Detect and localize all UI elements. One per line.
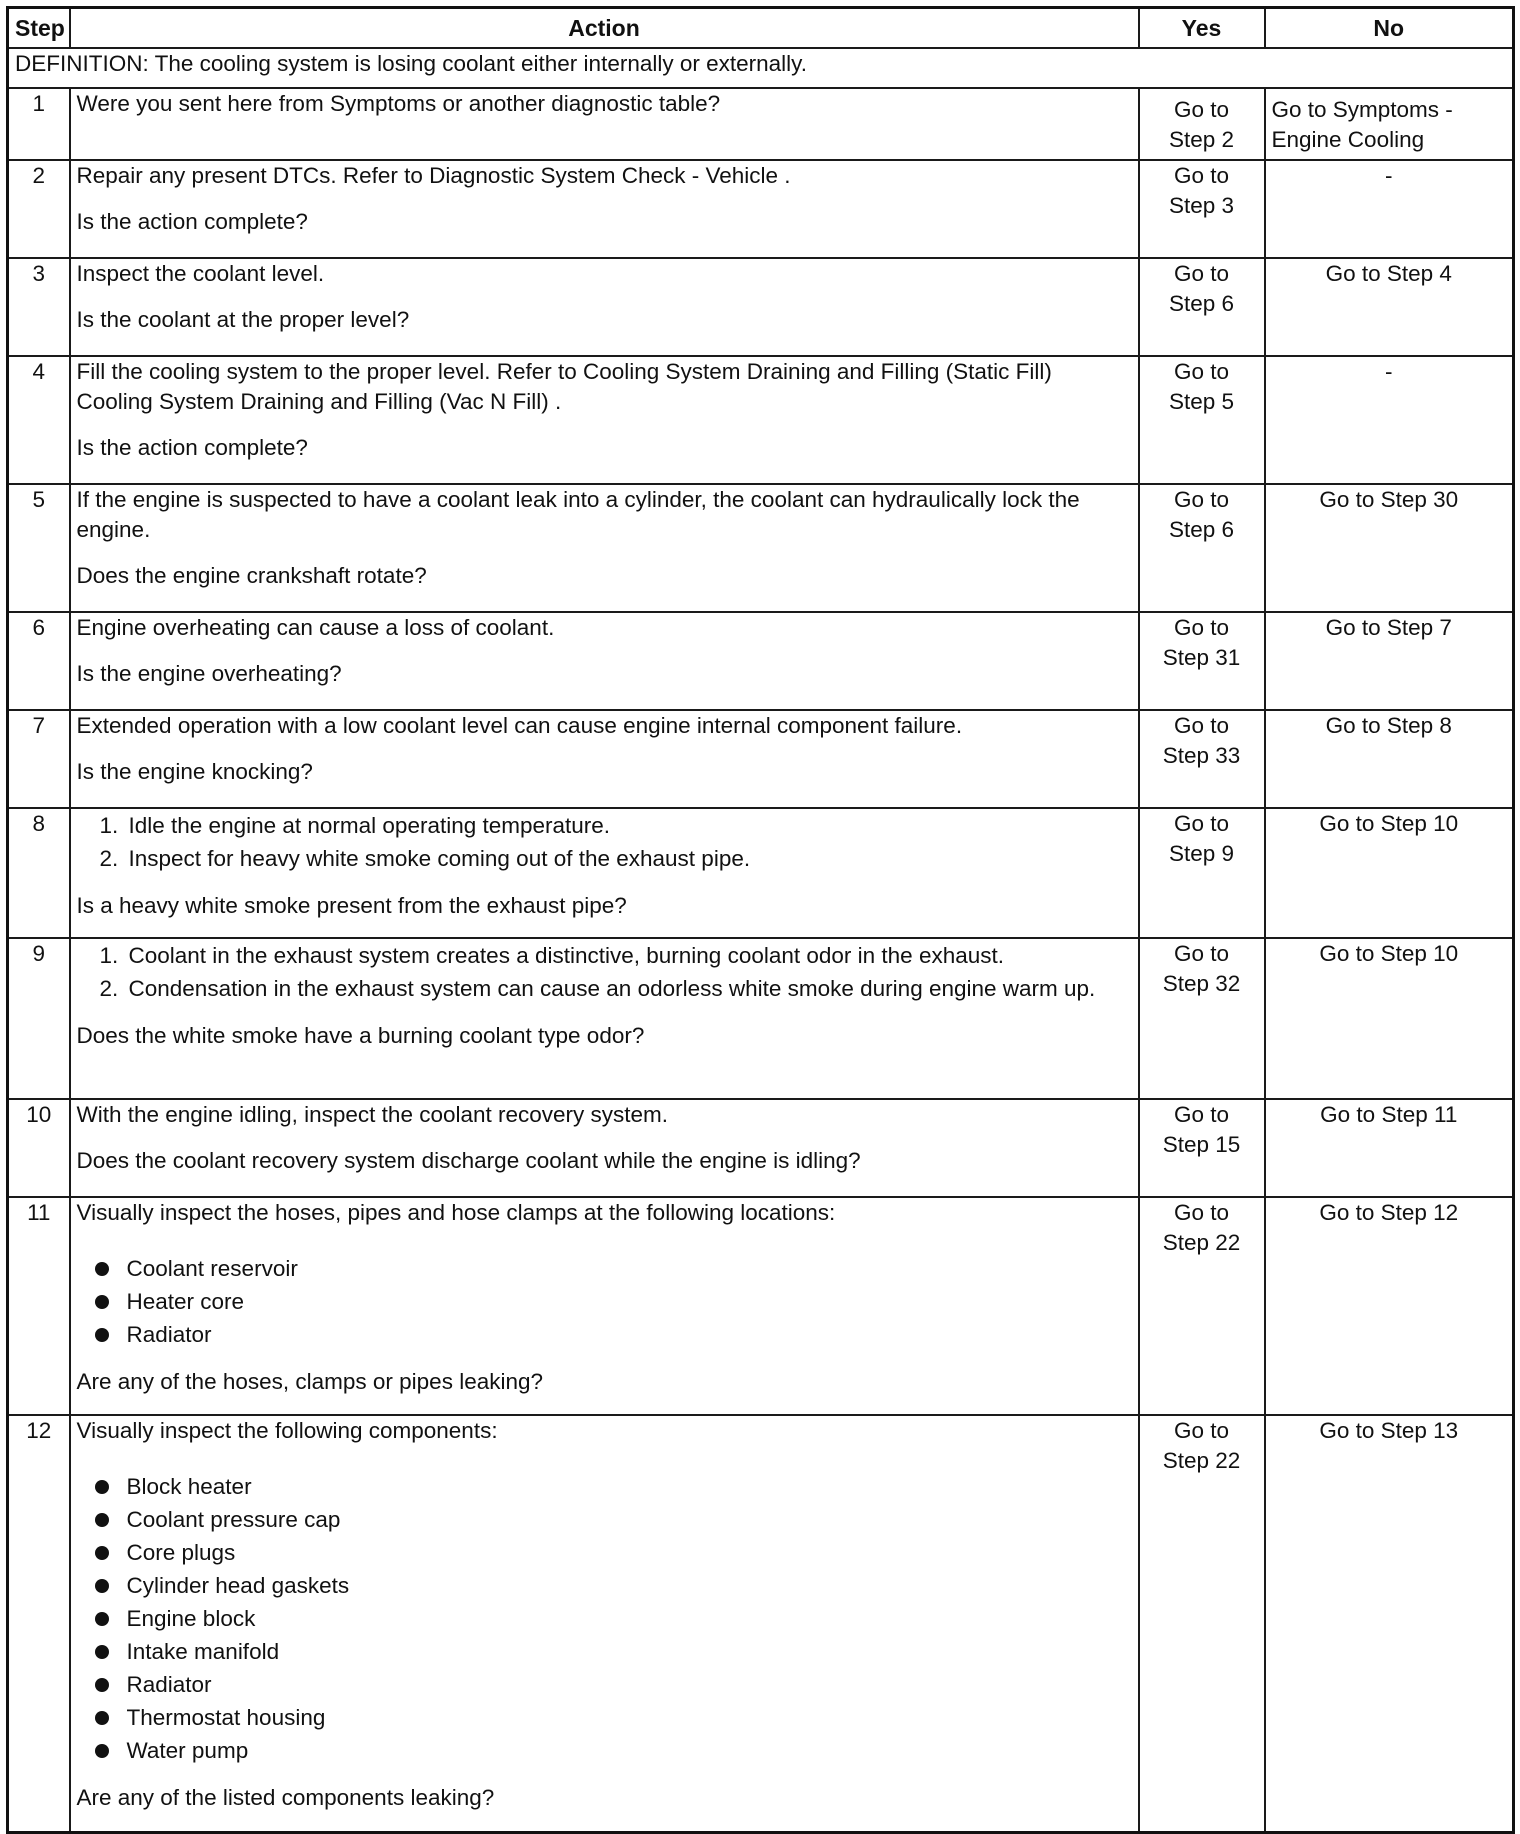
yes-text: Step 2 xyxy=(1168,127,1235,152)
yes-text: Step 6 xyxy=(1168,291,1235,316)
question-text: Is the coolant at the proper level? xyxy=(76,307,410,332)
step-number: 11 xyxy=(8,1197,70,1415)
no-cell xyxy=(1265,1415,1514,1832)
step-number: 7 xyxy=(8,710,70,808)
diagnostic-table xyxy=(6,6,1515,1834)
bullet-list-item xyxy=(125,1734,1132,1767)
question-text: Is a heavy white smoke present from the exhaust pipe? xyxy=(76,893,627,918)
bullet-list-item xyxy=(125,1536,1132,1569)
header-yes: Yes xyxy=(1139,8,1265,49)
bullet-icon xyxy=(95,1262,109,1276)
table-row xyxy=(8,1415,1514,1832)
bullet-list-item xyxy=(125,1503,1132,1536)
question-text: Does the engine crankshaft rotate? xyxy=(76,563,427,588)
yes-text: Step 22 xyxy=(1162,1448,1241,1473)
yes-cell xyxy=(1139,258,1265,356)
no-cell xyxy=(1265,88,1514,160)
step-number: 8 xyxy=(8,808,70,938)
bullet-list-item xyxy=(125,1701,1132,1734)
action-cell xyxy=(70,484,1139,612)
no-text: Go to Step 11 xyxy=(1320,1102,1458,1127)
yes-text: Go to xyxy=(1173,97,1230,122)
table-row xyxy=(8,484,1514,612)
bullet-list xyxy=(77,1470,1132,1767)
no-text: Go to Step 7 xyxy=(1325,615,1452,640)
no-text: Go to Step 13 xyxy=(1319,1418,1459,1443)
yes-text: Go to xyxy=(1173,1200,1230,1225)
yes-text: Go to xyxy=(1173,941,1230,966)
bullet-list-item xyxy=(125,1252,1132,1285)
no-text: Go to Step 30 xyxy=(1319,487,1459,512)
action-cell xyxy=(70,808,1139,938)
step-number: 4 xyxy=(8,356,70,484)
yes-cell xyxy=(1139,88,1265,160)
no-cell xyxy=(1265,1099,1514,1197)
yes-text: Go to xyxy=(1173,615,1230,640)
bullet-text: Coolant pressure cap xyxy=(126,1507,341,1532)
table-row xyxy=(8,88,1514,160)
numbered-list-item: 1. Coolant in the exhaust system creates a distinctive, burning coolant odor in the exhaust. xyxy=(125,939,1132,972)
header-action: Action xyxy=(70,8,1139,49)
step-number: 3 xyxy=(8,258,70,356)
yes-cell xyxy=(1139,612,1265,710)
action-text: Fill the cooling system to the proper level. Refer to Cooling System Draining and Filling (Static Fill) Cooling System Draining and Filling (Vac N Fill) . xyxy=(76,359,1052,414)
no-cell xyxy=(1265,938,1514,1099)
table-body xyxy=(8,48,1514,1832)
yes-cell xyxy=(1139,808,1265,938)
bullet-text: Core plugs xyxy=(126,1540,236,1565)
no-text: Go to Step 4 xyxy=(1325,261,1452,286)
bullet-list-item xyxy=(125,1569,1132,1602)
bullet-text: Radiator xyxy=(126,1322,212,1347)
bullet-text: Coolant reservoir xyxy=(126,1256,298,1281)
action-text: Were you sent here from Symptoms or another diagnostic table? xyxy=(76,91,721,116)
step-number: 2 xyxy=(8,160,70,258)
bullet-list-item xyxy=(125,1285,1132,1318)
table-row xyxy=(8,612,1514,710)
table-row xyxy=(8,710,1514,808)
action-text: If the engine is suspected to have a coolant leak into a cylinder, the coolant can hydraulically lock the engine. xyxy=(76,487,1080,542)
bullet-text: Water pump xyxy=(126,1738,249,1763)
bullet-text: Radiator xyxy=(126,1672,212,1697)
table-row xyxy=(8,356,1514,484)
step-number: 5 xyxy=(8,484,70,612)
bullet-icon xyxy=(95,1744,109,1758)
yes-cell xyxy=(1139,1415,1265,1832)
action-cell xyxy=(70,938,1139,1099)
no-text: Go to Step 10 xyxy=(1319,811,1459,836)
numbered-list-item: 1. Idle the engine at normal operating temperature. xyxy=(125,809,1132,842)
bullet-text: Thermostat housing xyxy=(126,1705,326,1730)
bullet-icon xyxy=(95,1612,109,1626)
bullet-icon xyxy=(95,1546,109,1560)
question-text: Are any of the hoses, clamps or pipes leaking? xyxy=(76,1369,544,1394)
yes-text: Go to xyxy=(1173,163,1230,188)
yes-text: Step 9 xyxy=(1168,841,1235,866)
yes-text: Go to xyxy=(1173,359,1230,384)
action-cell xyxy=(70,1099,1139,1197)
bullet-text: Intake manifold xyxy=(126,1639,280,1664)
yes-cell xyxy=(1139,484,1265,612)
no-cell xyxy=(1265,356,1514,484)
no-text: Go to Step 10 xyxy=(1319,941,1459,966)
bullet-icon xyxy=(95,1579,109,1593)
yes-cell xyxy=(1139,160,1265,258)
numbered-list-item: 2. Condensation in the exhaust system can cause an odorless white smoke during engine warm up. xyxy=(125,972,1132,1005)
action-cell xyxy=(70,356,1139,484)
yes-text: Go to xyxy=(1173,261,1230,286)
header-no: No xyxy=(1265,8,1514,49)
yes-text: Go to xyxy=(1173,1418,1230,1443)
no-cell xyxy=(1265,258,1514,356)
no-cell xyxy=(1265,484,1514,612)
yes-text: Step 5 xyxy=(1168,389,1235,414)
yes-cell xyxy=(1139,938,1265,1099)
step-number: 6 xyxy=(8,612,70,710)
action-text: Engine overheating can cause a loss of coolant. xyxy=(76,615,555,640)
bullet-list-item xyxy=(125,1318,1132,1351)
yes-text: Step 15 xyxy=(1162,1132,1241,1157)
header-step: Step xyxy=(8,8,70,49)
definition-row xyxy=(8,48,1514,88)
action-text: Visually inspect the following components: xyxy=(76,1418,498,1443)
step-number: 10 xyxy=(8,1099,70,1197)
numbered-list-item: 2. Inspect for heavy white smoke coming out of the exhaust pipe. xyxy=(125,842,1132,875)
yes-text: Step 6 xyxy=(1168,517,1235,542)
no-text: Go to Step 12 xyxy=(1319,1200,1459,1225)
bullet-list-item xyxy=(125,1602,1132,1635)
numbered-list xyxy=(77,939,1132,1005)
no-cell xyxy=(1265,808,1514,938)
action-cell xyxy=(70,1197,1139,1415)
no-text: - xyxy=(1385,163,1393,188)
action-cell xyxy=(70,88,1139,160)
action-cell xyxy=(70,710,1139,808)
question-text: Does the coolant recovery system discharge coolant while the engine is idling? xyxy=(76,1148,861,1173)
no-text: Engine Cooling xyxy=(1271,127,1425,152)
bullet-text: Engine block xyxy=(126,1606,256,1631)
table-row xyxy=(8,1197,1514,1415)
bullet-text: Block heater xyxy=(126,1474,252,1499)
yes-text: Go to xyxy=(1173,1102,1230,1127)
bullet-icon xyxy=(95,1678,109,1692)
question-text: Is the action complete? xyxy=(76,209,308,234)
table-row xyxy=(8,808,1514,938)
yes-cell xyxy=(1139,1099,1265,1197)
question-text: Is the engine overheating? xyxy=(76,661,342,686)
yes-cell xyxy=(1139,710,1265,808)
no-cell xyxy=(1265,1197,1514,1415)
step-number: 1 xyxy=(8,88,70,160)
question-text: Is the action complete? xyxy=(76,435,308,460)
question-text: Are any of the listed components leaking? xyxy=(76,1785,495,1810)
table-row xyxy=(8,938,1514,1099)
action-text: Inspect the coolant level. xyxy=(76,261,325,286)
action-cell xyxy=(70,160,1139,258)
action-cell xyxy=(70,612,1139,710)
yes-text: Go to xyxy=(1173,487,1230,512)
diagnostic-table-container xyxy=(6,6,1515,1834)
bullet-list-item xyxy=(125,1668,1132,1701)
no-cell xyxy=(1265,710,1514,808)
no-text: Go to Step 8 xyxy=(1325,713,1452,738)
yes-text: Step 31 xyxy=(1162,645,1241,670)
yes-cell xyxy=(1139,1197,1265,1415)
action-cell xyxy=(70,1415,1139,1832)
action-text: Extended operation with a low coolant level can cause engine internal component failure. xyxy=(76,713,963,738)
bullet-icon xyxy=(95,1645,109,1659)
bullet-icon xyxy=(95,1328,109,1342)
bullet-icon xyxy=(95,1513,109,1527)
table-row xyxy=(8,160,1514,258)
bullet-list-item xyxy=(125,1470,1132,1503)
bullet-text: Cylinder head gaskets xyxy=(126,1573,350,1598)
step-number: 12 xyxy=(8,1415,70,1832)
question-text: Does the white smoke have a burning coolant type odor? xyxy=(76,1023,645,1048)
yes-text: Step 22 xyxy=(1162,1230,1241,1255)
no-cell xyxy=(1265,160,1514,258)
yes-text: Go to xyxy=(1173,811,1230,836)
action-cell xyxy=(70,258,1139,356)
table-row xyxy=(8,1099,1514,1197)
table-row xyxy=(8,258,1514,356)
yes-text: Go to xyxy=(1173,713,1230,738)
yes-text: Step 33 xyxy=(1162,743,1241,768)
numbered-list xyxy=(77,809,1132,875)
yes-text: Step 3 xyxy=(1168,193,1235,218)
question-text: Is the engine knocking? xyxy=(76,759,313,784)
definition-text: DEFINITION: The cooling system is losing coolant either internally or externally. xyxy=(8,48,1514,88)
bullet-text: Heater core xyxy=(126,1289,245,1314)
action-text: Visually inspect the hoses, pipes and hose clamps at the following locations: xyxy=(76,1200,836,1225)
action-text: With the engine idling, inspect the coolant recovery system. xyxy=(76,1102,669,1127)
no-text: Go to Symptoms - xyxy=(1271,97,1453,122)
bullet-icon xyxy=(95,1711,109,1725)
no-text: - xyxy=(1385,359,1393,384)
yes-cell xyxy=(1139,356,1265,484)
yes-text: Step 32 xyxy=(1162,971,1241,996)
bullet-list-item xyxy=(125,1635,1132,1668)
no-cell xyxy=(1265,612,1514,710)
bullet-icon xyxy=(95,1480,109,1494)
header-row xyxy=(8,8,1514,49)
step-number: 9 xyxy=(8,938,70,1099)
bullet-icon xyxy=(95,1295,109,1309)
bullet-list xyxy=(77,1252,1132,1351)
action-text: Repair any present DTCs. Refer to Diagnostic System Check - Vehicle . xyxy=(76,163,791,188)
